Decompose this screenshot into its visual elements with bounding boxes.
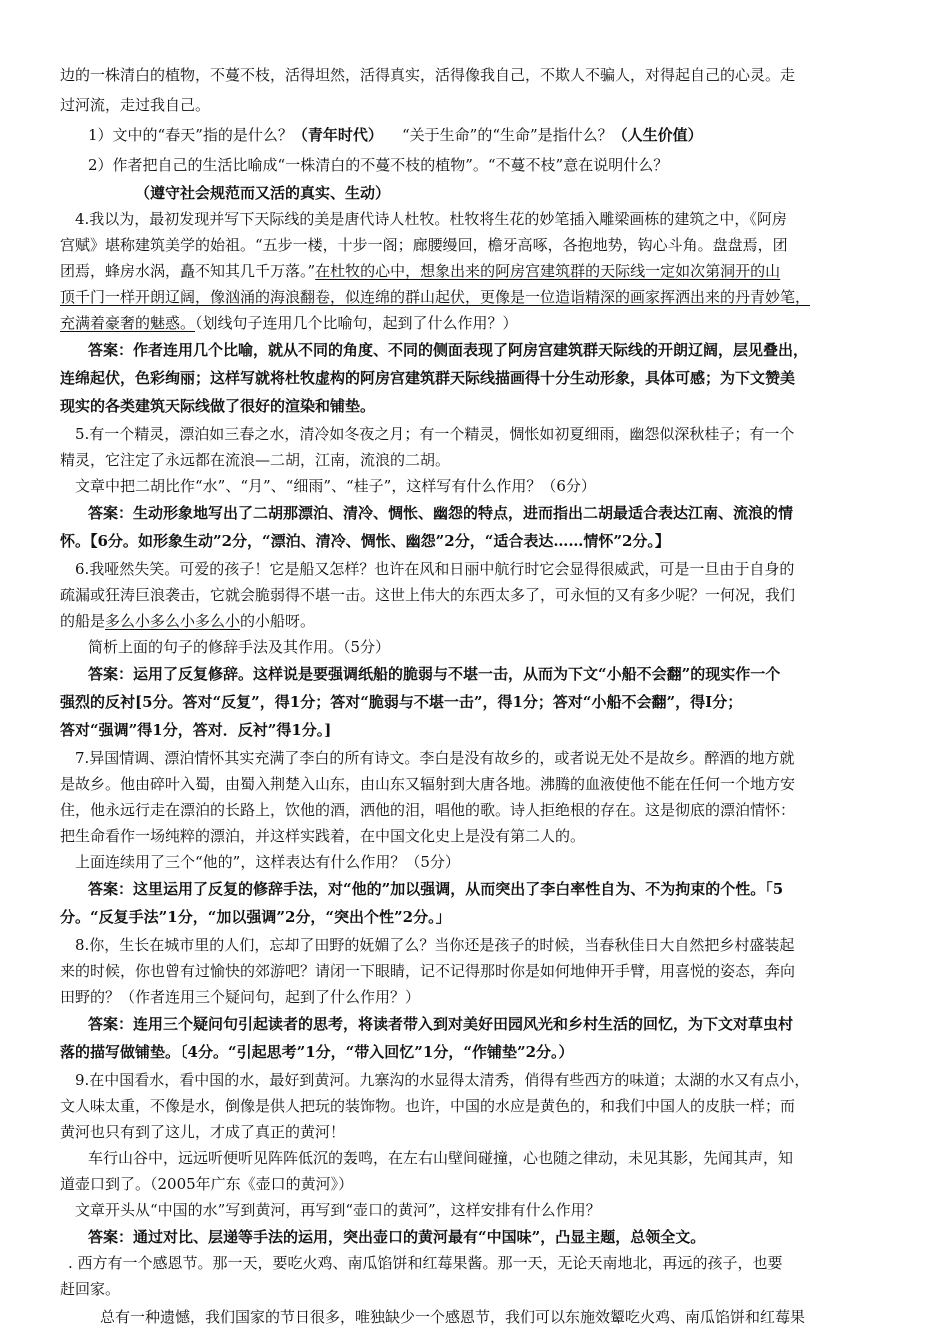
text-line: 文人味太重，不像是水，倒像是供人把玩的装饰物。也许，中国的水应是黄色的，和我们中国人的皮肤一样；而: [60, 1097, 796, 1115]
underlined-sentence: 充满着豪奢的魅惑。: [60, 314, 196, 332]
text-line: 把生命看作一场纯粹的漂泊，并这样实践着，在中国文化史上是没有第二人的。: [60, 827, 586, 845]
text-line: 疏漏或狂涛巨浪袭击，它就会脆弱得不堪一击。这世上伟大的东西太多了，可永恒的又有多少呢？一何况，我们: [60, 586, 796, 604]
text-line: 精灵，它注定了永远都在流浪—二胡，江南，流浪的二胡。: [60, 451, 451, 469]
answer-line: 连绵起伏，色彩绚丽；这样写就将杜牧虚构的阿房宫建筑群天际线描画得十分生动形象，具体可感；为下文赞美: [60, 369, 796, 387]
text-line: 的船是多么小多么小多么小的小船呀。: [60, 612, 316, 630]
underlined-sentence: 顶千门一样开朗辽阔，像汹涌的海浪翻卷，似连绵的群山起伏，更像是一位造诣精深的画家挥洒出来的丹青妙笔，: [60, 288, 811, 306]
answer-line: 答案：生动形象地写出了二胡那漂泊、清冷、惆怅、幽怨的特点，进而指出二胡最适合表达江南、流浪的情: [88, 504, 794, 522]
text-line: . 西方有一个感恩节。那一天，要吃火鸡、南瓜馅饼和红莓果酱。那一天，无论天南地北，再远的孩子，也要: [68, 1254, 783, 1272]
text-line: 来的时候，你也曾有过愉快的郊游吧？请闭一下眼睛，记不记得那时你是如何地伸开手臂，用喜悦的姿态，奔向: [60, 962, 796, 980]
text-line: 是故乡。他由碎叶入蜀，由蜀入荆楚入山东，由山东又辐射到大唐各地。沸腾的血液使他不能在任何一个地方安: [60, 775, 796, 793]
answer-text: （青年时代）: [292, 126, 383, 144]
text-line: 4.我以为，最初发现并写下天际线的美是唐代诗人杜牧。杜牧将生花的妙笔插入雕梁画栋的建筑之中，《阿房: [75, 210, 787, 228]
answer-line: 现实的各类建筑天际线做了很好的渲染和铺垫。: [60, 397, 376, 415]
answer-line: 强烈的反衬[5分。答对“反复”，得1分；答对“脆弱与不堪一击”，得1分；答对“小船不会翻”，得I分；: [60, 693, 743, 711]
question-line: [88, 122, 703, 148]
question-line: 2）作者把自己的生活比喻成“一株清白的不蔓不枝的植物”。“不蔓不枝”意在说明什么？: [88, 156, 669, 174]
answer-line: 分。“反复手法”1分，“加以强调”2分，“突出个性”2分。」: [60, 908, 451, 926]
answer-line: 落的描写做铺垫。〔4分。“引起思考”1分，“带入回忆”1分，“作铺垫”2分。）: [60, 1043, 574, 1061]
underlined-phrase: 多么小多么小多么小: [105, 612, 241, 630]
answer-line: 答对“强调”得1分，答对．反衬”得1分。]: [60, 721, 332, 739]
question-text: （划线句子连用几个比喻句，起到了什么作用？）: [195, 314, 518, 332]
answer-line: 怀。【6分。如形象生动”2分，“漂泊、清冷、惆怅、幽怨”2分，“适合表达……情怀”2分。】: [60, 532, 670, 550]
question-line: 文章中把二胡比作“水”、“月”、“细雨”、“桂子”，这样写有什么作用？（6分）: [75, 477, 596, 495]
text-line: 8.你，生长在城市里的人们，忘却了田野的妩媚了么？当你还是孩子的时候，当春秋佳日大自然把乡村盛装起: [75, 936, 795, 954]
answer-line: 答案：通过对比、层递等手法的运用，突出壶口的黄河最有“中国味”，凸显主题，总领全文。: [88, 1228, 706, 1246]
text-line: 过河流，走过我自己。: [60, 96, 211, 114]
text-line: 7.异国情调、漂泊情怀其实充满了李白的所有诗文。李白是没有故乡的，或者说无处不是故乡。醉酒的地方就: [75, 749, 795, 767]
text-line: [60, 310, 900, 336]
text-line: 道壶口到了。（2005年广东《壶口的黄河》）: [60, 1175, 354, 1193]
question-line: 文章开头从“中国的水”写到黄河，再写到“壶口的黄河”，这样安排有什么作用？: [75, 1201, 601, 1219]
answer-line: （遵守社会规范而又活的真实、生动）: [135, 184, 391, 202]
question-text: “关于生命”的“生命”是指什么？: [401, 126, 613, 144]
text-line: 边的一株清白的植物，不蔓不枝，活得坦然，活得真实，活得像我自己，不欺人不骗人，对得起自己的心灵。走: [60, 66, 796, 84]
text-line: 5.有一个精灵，漂泊如三春之水，清冷如冬夜之月；有一个精灵，惆怅如初夏细雨，幽怨似深秋桂子；有一个: [75, 425, 795, 443]
text-line: 赶回家。: [60, 1280, 121, 1298]
underlined-sentence: 在杜牧的心中，想象出来的阿房宫建筑群的天际线一定如次第洞开的山: [315, 262, 781, 280]
text-line: 宫赋》堪称建筑美学的始祖。“五步一楼，十步一阁；廊腰缦回，檐牙高啄，各抱地势，钩心斗角。盘盘焉，团: [60, 236, 788, 254]
text-line: 总有一种遗憾，我们国家的节日很多，唯独缺少一个感恩节，我们可以东施效颦吃火鸡、南瓜馅饼和红莓果: [100, 1308, 806, 1326]
question-text: 1）文中的“春天”指的是什么？: [88, 126, 293, 144]
text-line: 住，他永远行走在漂泊的长路上，饮他的酒，洒他的泪，唱他的歌。诗人拒绝根的存在。这是彻底的漂泊情怀：: [60, 801, 796, 819]
question-line: 简析上面的句子的修辞手法及其作用。（5分）: [88, 638, 391, 656]
answer-text: （人生价值）: [612, 126, 703, 144]
text-line: 车行山谷中，远远听便听见阵阵低沉的轰鸣，在左右山壁间碰撞，心也随之律动，未见其影，先闻其声，知: [88, 1149, 794, 1167]
text-line: 9.在中国看水，看中国的水，最好到黄河。九寨沟的水显得太清秀，俏得有些西方的味道；太湖的水又有点小，: [75, 1071, 810, 1089]
answer-line: 答案：运用了反复修辞。这样说是要强调纸船的脆弱与不堪一击，从而为下文“小船不会翻”的现实作一个: [88, 665, 781, 683]
answer-line: 答案：这里运用了反复的修辞手法，对“他的”加以强调，从而突出了李白率性自为、不为拘束的个性。「5: [88, 880, 784, 898]
text-line: 团焉，蜂房水涡，矗不知其几千万落。”在杜牧的心中，想象出来的阿房宫建筑群的天际线一定如次第洞开的山: [60, 262, 781, 280]
question-line: 上面连续用了三个“他的”，这样表达有什么作用？（5分）: [75, 853, 460, 871]
text-line: 6.我哑然失笑。可爱的孩子！它是船又怎样？也许在风和日丽中航行时它会显得很威武，可是一旦由于自身的: [75, 560, 795, 578]
text-line: 黄河也只有到了这儿，才成了真正的黄河！: [60, 1123, 346, 1141]
answer-line: 答案：连用三个疑问句引起读者的思考，将读者带入到对美好田园风光和乡村生活的回忆，为下文对草虫村: [88, 1015, 794, 1033]
answer-line: 答案：作者连用几个比喻，就从不同的角度、不同的侧面表现了阿房宫建筑群天际线的开朗辽阔，层见叠出，: [88, 341, 809, 359]
text-line: 田野的？（作者连用三个疑问句，起到了什么作用？）: [60, 988, 421, 1006]
